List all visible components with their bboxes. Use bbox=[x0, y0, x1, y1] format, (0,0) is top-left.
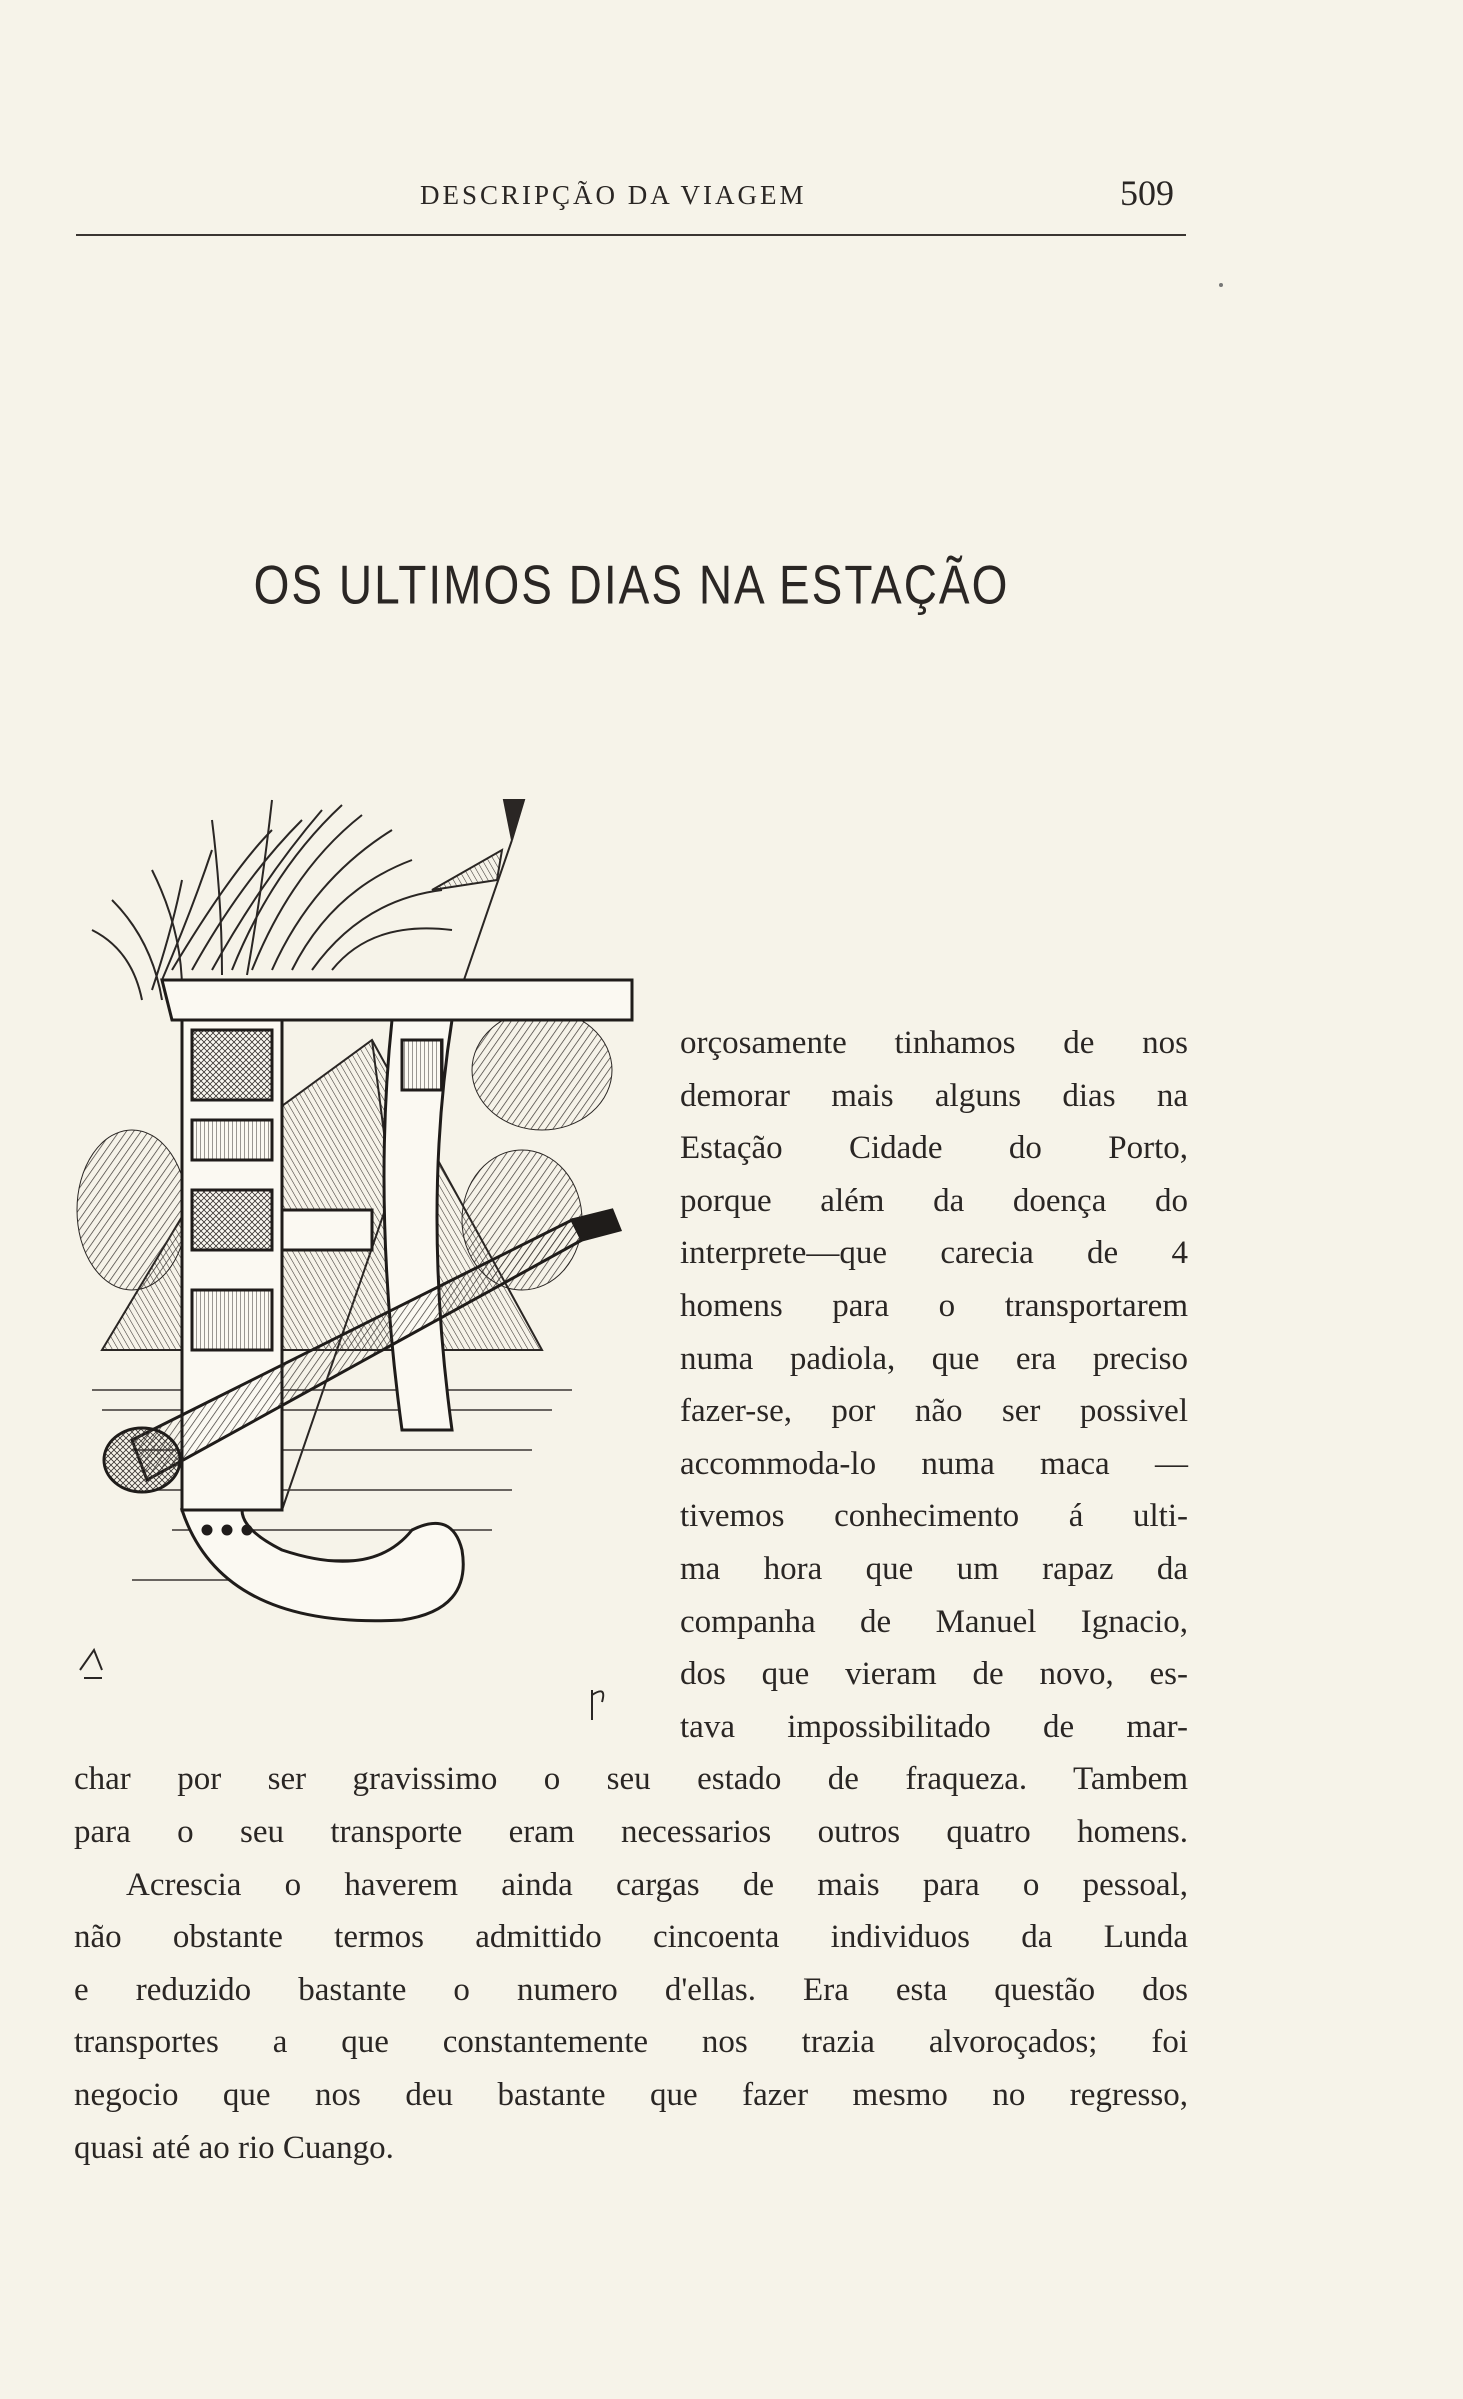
running-title: DESCRIPÇÃO DA VIAGEM bbox=[420, 180, 807, 210]
body-line: char por ser gravissimo o seu estado de fraqueza. Tambem bbox=[74, 1761, 1188, 1798]
body-line: homens para o transportarem bbox=[680, 1288, 1188, 1324]
stray-ink-mark bbox=[1219, 283, 1223, 287]
body-line: ma hora que um rapaz da bbox=[680, 1551, 1188, 1587]
body-line: não obstante termos admittido cincoenta individuos da Lunda bbox=[74, 1919, 1188, 1956]
body-line: orçosamente tinhamos de nos bbox=[680, 1025, 1188, 1061]
header-rule bbox=[76, 234, 1186, 236]
body-line: Estação Cidade do Porto, bbox=[680, 1130, 1188, 1167]
body-line: dos que vieram de novo, es- bbox=[680, 1656, 1188, 1693]
grass-tuft bbox=[92, 800, 452, 1000]
body-line: companha de Manuel Ignacio, bbox=[680, 1603, 1188, 1640]
body-line: accommoda-lo numa maca — bbox=[680, 1445, 1188, 1482]
body-line: para o seu transporte eram necessarios outros quatro homens. bbox=[74, 1814, 1188, 1850]
body-line: e reduzido bastante o numero d'ellas. Era esta questão dos bbox=[74, 1971, 1188, 2008]
body-line: negocio que nos deu bastante que fazer mesmo no regresso, bbox=[74, 2077, 1188, 2113]
engraver-marks bbox=[80, 1650, 603, 1720]
page-number: 509 bbox=[1120, 173, 1174, 213]
body-line: numa padiola, que era preciso bbox=[680, 1340, 1188, 1377]
body-line: quasi até ao rio Cuango. bbox=[74, 2129, 394, 2166]
body-line: tivemos conhecimento á ulti- bbox=[680, 1498, 1188, 1535]
chapter-title: OS ULTIMOS DIAS NA ESTAÇÃO bbox=[253, 554, 1010, 616]
body-line: Acrescia o haverem ainda cargas de mais para o pessoal, bbox=[126, 1866, 1188, 1903]
body-line: porque além da doença do bbox=[680, 1182, 1188, 1219]
body-line: demorar mais alguns dias na bbox=[680, 1077, 1188, 1114]
body-line: transportes a que constantemente nos trazia alvoroçados; foi bbox=[74, 2024, 1188, 2061]
running-head bbox=[0, 172, 1463, 232]
body-line: interprete—que carecia de 4 bbox=[680, 1235, 1188, 1272]
decorated-initial-illustration bbox=[72, 790, 642, 1720]
body-line: tava impossibilitado de mar- bbox=[680, 1708, 1188, 1745]
body-line: fazer-se, por não ser possivel bbox=[680, 1393, 1188, 1430]
